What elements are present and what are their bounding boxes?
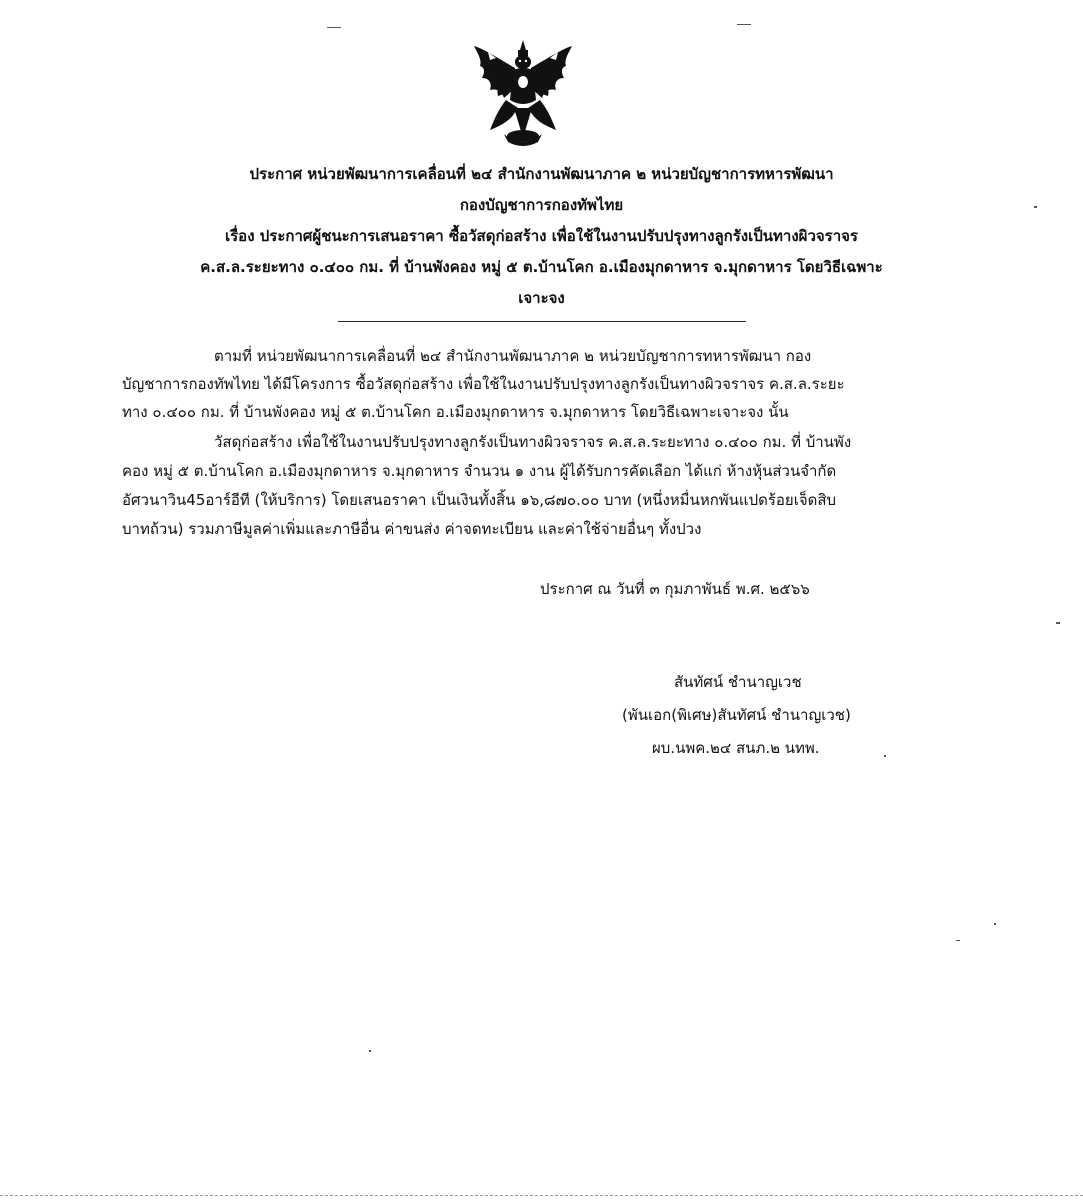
announce-date: ประกาศ ณ วันที่ ๓ กุมภาพันธ์ พ.ศ. ๒๕๖๖ (540, 580, 810, 598)
body-p1-line-2: บัญชาการกองทัพไทย ได้มีโครงการ ซื้อวัสดุก่อสร้าง เพื่อใช้ในงานปรับปรุงทางลูกรังเป็นทางผิวจราจร ค.ส.ล.ระยะ (122, 375, 845, 393)
scan-speck (369, 1050, 371, 1052)
scan-speck (327, 27, 341, 28)
heading-line-4: ค.ส.ล.ระยะทาง ๐.๔๐๐ กม. ที่ บ้านพังคอง หมู่ ๕ ต.บ้านโคก อ.เมืองมุกดาหาร จ.มุกดาหาร โดยวิธีเฉพาะ (200, 258, 883, 276)
page-bottom-edge (0, 1195, 1083, 1196)
scan-speck (884, 755, 886, 757)
announcement-heading (120, 159, 963, 314)
garuda-emblem-icon (468, 38, 578, 150)
heading-line-5: เจาะจง (518, 289, 565, 307)
scan-speck (956, 940, 960, 941)
scan-speck (737, 24, 751, 25)
body-p2-line-1: วัสดุก่อสร้าง เพื่อใช้ในงานปรับปรุงทางลูกรังเป็นทางผิวจราจร ค.ส.ล.ระยะทาง ๐.๔๐๐ กม. ที่ บ้านพัง (214, 433, 852, 451)
scan-speck (1056, 622, 1060, 624)
body-p1-line-3: ทาง ๐.๔๐๐ กม. ที่ บ้านพังคอง หมู่ ๕ ต.บ้านโคก อ.เมืองมุกดาหาร จ.มุกดาหาร โดยวิธีเฉพาะเจาะจง นั้น (122, 403, 789, 421)
heading-line-3: เรื่อง ประกาศผู้ชนะการเสนอราคา ซื้อวัสดุก่อสร้าง เพื่อใช้ในงานปรับปรุงทางลูกรังเป็นทางผิวจราจร (225, 227, 858, 245)
heading-line-1: ประกาศ หน่วยพัฒนาการเคลื่อนที่ ๒๔ สำนักงานพัฒนาภาค ๒ หน่วยบัญชาการทหารพัฒนา (249, 165, 834, 183)
signature-full-name: (พันเอก(พิเศษ)สันทัศน์ ชำนาญเวช) (622, 706, 851, 724)
body-p1-line-1: ตามที่ หน่วยพัฒนาการเคลื่อนที่ ๒๔ สำนักงานพัฒนาภาค ๒ หน่วยบัญชาการทหารพัฒนา กอง (214, 347, 812, 365)
signature-position: ผบ.นพค.๒๔ สนภ.๒ นทพ. (652, 739, 820, 757)
body-p2-line-4: บาทถ้วน) รวมภาษีมูลค่าเพิ่มและภาษีอื่น ค่าขนส่ง ค่าจดทะเบียน และค่าใช้จ่ายอื่นๆ ทั้งปวง (122, 520, 702, 538)
body-p2-line-3: อัศวนาวิน45อาร์อีที (ให้บริการ) โดยเสนอราคา เป็นเงินทั้งสิ้น ๑๖,๘๗๐.๐๐ บาท (หนึ่งหมื่นหกพันแปดร้อยเจ็ดสิบ (122, 491, 837, 509)
scan-speck (1034, 206, 1037, 208)
heading-line-2: กองบัญชาการกองทัพไทย (459, 196, 624, 214)
body-p2-line-2: คอง หมู่ ๕ ต.บ้านโคก อ.เมืองมุกดาหาร จ.มุกดาหาร จำนวน ๑ งาน ผู้ได้รับการคัดเลือก ได้แก่ ห้างหุ้นส่วนจำกัด (122, 462, 837, 480)
signature-name: สันทัศน์ ชำนาญเวช (674, 673, 802, 691)
scan-speck (994, 923, 996, 925)
heading-separator (338, 321, 746, 322)
